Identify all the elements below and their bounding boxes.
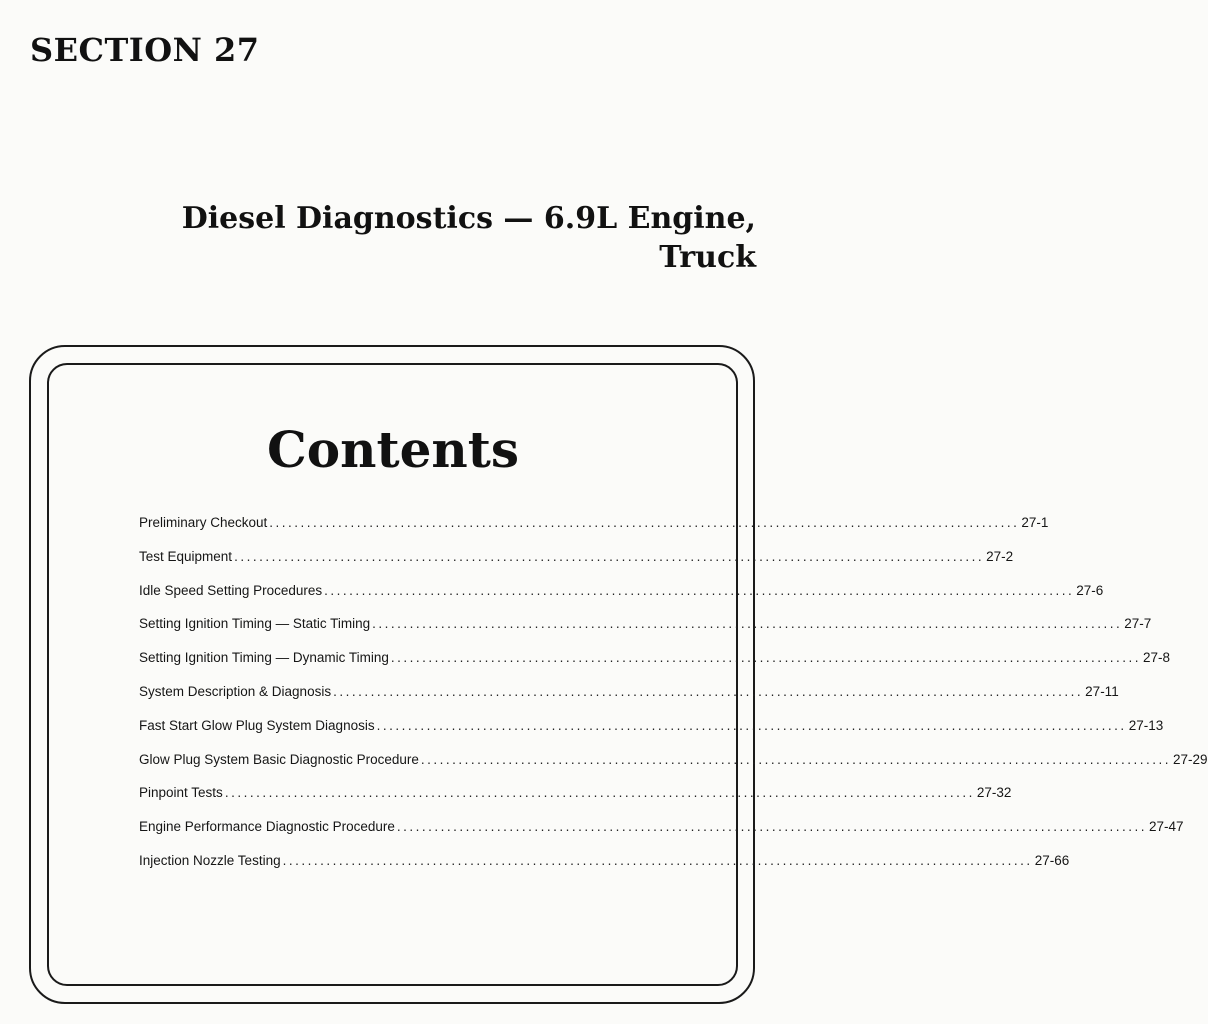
table-of-contents (139, 513, 1208, 885)
dot-leader: ........................................................................................................................ (269, 515, 1020, 530)
toc-entry-title: Glow Plug System Basic Diagnostic Procedure (139, 751, 419, 767)
toc-entry-title: Engine Performance Diagnostic Procedure (139, 819, 395, 835)
dot-leader: ........................................................................................................................ (324, 582, 1075, 598)
toc-entry (139, 851, 1070, 885)
toc-entry-title: Setting Ignition Timing — Static Timing (139, 616, 371, 632)
toc-entry (139, 750, 1208, 784)
toc-entry-title: Preliminary Checkout (139, 515, 268, 530)
dot-leader: ........................................................................................................................ (390, 650, 1141, 666)
dot-leader: ........................................................................................................................ (376, 717, 1127, 733)
dot-leader: ........................................................................................................................ (420, 751, 1171, 767)
toc-entry-title: Setting Ignition Timing — Dynamic Timing (139, 650, 389, 666)
dot-leader: ........................................................................................................................ (396, 819, 1147, 835)
toc-entry (139, 614, 1152, 648)
toc-entry-page: 27-6 (1076, 582, 1104, 598)
toc-entry (139, 581, 1104, 615)
toc-entry-page: 27-11 (1085, 683, 1119, 699)
chapter-title-line-1: Diesel Diagnostics — 6.9L Engine, (181, 201, 756, 236)
toc-entry-page: 27-13 (1128, 717, 1164, 733)
toc-entry-page: 27-8 (1142, 650, 1170, 666)
toc-entry (139, 682, 1119, 716)
toc-entry-page: 27-2 (986, 548, 1014, 564)
dot-leader: ........................................................................................................................ (333, 683, 1084, 699)
dot-leader: ........................................................................................................................ (372, 616, 1123, 632)
toc-entry (139, 783, 1012, 817)
toc-entry-title: Idle Speed Setting Procedures (139, 582, 323, 598)
section-title: SECTION 27 (30, 31, 260, 69)
toc-entry (139, 716, 1164, 750)
toc-entry (139, 648, 1170, 682)
dot-leader: ........................................................................................................................ (234, 548, 985, 564)
toc-entry-title: Test Equipment (139, 548, 233, 564)
toc-entry-page: 27-1 (1021, 515, 1049, 530)
toc-entry-page: 27-7 (1124, 616, 1152, 632)
dot-leader: ........................................................................................................................ (282, 852, 1033, 868)
dot-leader: ........................................................................................................................ (224, 785, 975, 801)
toc-entry-page: 27-66 (1034, 852, 1070, 868)
toc-entry-title: Fast Start Glow Plug System Diagnosis (139, 717, 375, 733)
chapter-title-line-2: Truck (659, 240, 756, 275)
toc-entry-page: 27-47 (1148, 819, 1184, 835)
toc-entry (139, 513, 1049, 547)
toc-entry (139, 817, 1184, 851)
toc-entry-page: 27-29 (1172, 751, 1208, 767)
contents-heading: Contents (266, 420, 519, 479)
toc-entry-title: System Description & Diagnosis (139, 683, 332, 699)
chapter-title (56, 199, 756, 277)
toc-entry-page: 27-32 (976, 785, 1012, 801)
toc-entry-title: Pinpoint Tests (139, 785, 223, 801)
toc-entry-title: Injection Nozzle Testing (139, 852, 281, 868)
toc-entry (139, 547, 1014, 581)
